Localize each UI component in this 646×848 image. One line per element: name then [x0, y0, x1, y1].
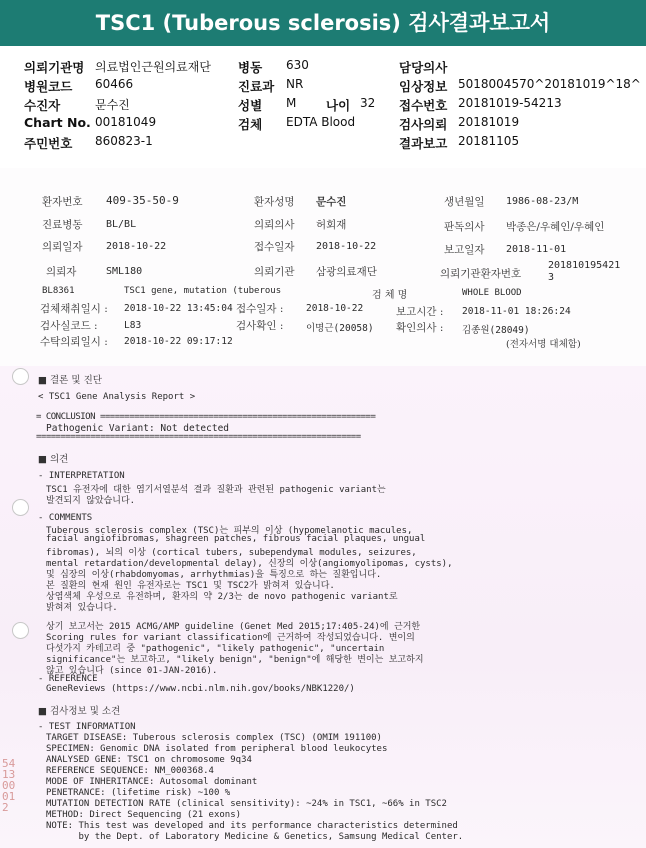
- test-info-line: MODE OF INHERITANCE: Autosomal dominant: [46, 777, 258, 787]
- test-info-line: PENETRANCE: (lifetime risk) ~100 %: [46, 788, 231, 798]
- test-info-line: SPECIMEN: Genomic DNA isolated from peripheral blood leukocytes: [46, 744, 388, 754]
- section-opinion-heading: ■ 의견: [38, 454, 69, 465]
- hdr-value-age: 32: [360, 96, 376, 110]
- test-info-line: ANALYSED GENE: TSC1 on chromosome 9q34: [46, 755, 252, 765]
- scan-label-report-date: 보고일자: [444, 244, 485, 256]
- acmg-line: 상기 보고서는 2015 ACMG/AMP guideline (Genet Med 2015;17:405-24)에 근거한: [46, 622, 421, 632]
- scan-value-recv2: 2018-10-22: [306, 303, 364, 314]
- comments-line: facial angiofibromas, shagreen patches, fibrous facial plaques, ungual: [46, 534, 426, 544]
- hdr-label-result-report: 결과보고: [399, 136, 448, 151]
- scan-value-report-date: 2018-11-01: [506, 244, 567, 255]
- scan-value-report-time: 2018-11-01 18:26:24: [462, 306, 571, 317]
- scan-value-order: 2018-10-22 09:17:12: [124, 336, 233, 347]
- scan-value-patient-no: 409-35-50-9: [106, 194, 179, 207]
- hdr-value-accession: 20181019-54213: [458, 96, 562, 110]
- acmg-line: 다섯가지 카테고리 중 "pathogenic", "likely pathogenic", "uncertain: [46, 644, 385, 654]
- rule-line: ==================================================================: [36, 432, 361, 442]
- scan-label-dept: 진료병동: [42, 219, 83, 231]
- acmg-line: Scoring rules for variant classification에 근거하여 작성되었습니다. 변이의: [46, 633, 415, 643]
- comments-line: 상염색체 우성으로 유전하며, 환자의 약 2/3는 de novo pathogenic variant로: [46, 592, 398, 602]
- hdr-value-patient: 문수진: [95, 98, 130, 112]
- scan-label-report-time: 보고시간 :: [396, 306, 444, 318]
- hdr-label-specimen: 검체: [238, 117, 263, 132]
- test-info-line: REFERENCE SEQUENCE: NM_000368.4: [46, 766, 214, 776]
- hdr-value-institution: 의료법인근원의료재단: [95, 60, 211, 74]
- scan-label-specimen: 검 체 명: [372, 290, 408, 301]
- scan-value-req-inst-no: 201810195421: [548, 260, 621, 271]
- binder-hole: [12, 368, 29, 385]
- interpretation-line-1: TSC1 유전자에 대한 염기서열분석 결과 질환과 관련된 pathogenic variant는: [46, 485, 386, 495]
- hdr-label-department: 진료과: [238, 79, 275, 94]
- scan-value-room: L83: [124, 320, 142, 331]
- test-info-line: by the Dept. of Laboratory Medicine & Genetics, Samsung Medical Center.: [46, 832, 464, 842]
- scan-label-order: 수탁의뢰일시 :: [40, 336, 108, 348]
- scan-label-patient-no: 환자번호: [42, 196, 83, 208]
- acmg-line: 않고 있습니다 (since 01-JAN-2016).: [46, 666, 218, 676]
- scan-value-dept: BL/BL: [106, 219, 137, 230]
- hdr-label-hospital-code: 병원코드: [24, 79, 73, 94]
- comments-line: 밝혀져 있습니다.: [46, 603, 118, 613]
- scan-label-req-date: 의뢰일자: [42, 241, 83, 253]
- report-heading: < TSC1 Gene Analysis Report >: [38, 392, 196, 402]
- scan-label-confirm: 검사확인 :: [236, 320, 284, 332]
- comments-line: 본 질환의 현재 원인 유전자로는 TSC1 및 TSC2가 밝혀져 있습니다.: [46, 581, 335, 591]
- report-title: TSC1 (Tuberous sclerosis) 검사결과보고서: [0, 0, 646, 46]
- hdr-value-specimen: EDTA Blood: [286, 115, 356, 129]
- comments-heading: - COMMENTS: [38, 513, 93, 523]
- scan-value-requester: SML180: [106, 266, 143, 277]
- scan-value-patient-name: 문수진: [316, 196, 347, 208]
- hdr-label-institution: 의뢰기관명: [24, 60, 85, 75]
- side-serial-number: 541300012: [2, 757, 16, 814]
- scan-esign: (전자서명 대체함): [506, 339, 581, 350]
- hdr-value-test-request: 20181019: [458, 115, 520, 129]
- scan-value-req-inst-no-2: 3: [548, 272, 555, 283]
- test-info-line: TARGET DISEASE: Tuberous sclerosis complex (TSC) (OMIM 191100): [46, 733, 382, 743]
- hdr-value-result-report: 20181105: [458, 134, 520, 148]
- scan-value-specimen: WHOLE BLOOD: [462, 288, 522, 298]
- scan-value-req-doctor: 허회재: [316, 219, 347, 231]
- hdr-value-resident-no: 860823-1: [95, 134, 153, 148]
- report-header: [0, 48, 646, 158]
- acmg-line: significance"는 보고하고, "likely benign", "benign"에 해당한 변이는 보고하지: [46, 655, 424, 665]
- hdr-value-sex: M: [286, 96, 297, 110]
- scan-label-room: 검사실코드 :: [40, 320, 98, 332]
- scan-value-birth: 1986-08-23/M: [506, 196, 579, 207]
- hdr-label-sex: 성별: [238, 98, 263, 113]
- hdr-label-accession: 접수번호: [399, 98, 448, 113]
- scan-label-patient-name: 환자성명: [254, 196, 295, 208]
- hdr-label-resident-no: 주민번호: [24, 136, 73, 151]
- hdr-label-patient: 수진자: [24, 98, 61, 113]
- test-info-line: METHOD: Direct Sequencing (21 exons): [46, 810, 242, 820]
- hdr-value-hospital-code: 60466: [95, 77, 134, 91]
- scan-label-req-inst: 의뢰기관: [254, 266, 295, 278]
- comments-line: 및 심장의 이상(rhabdomyomas, arrhythmias)을 특징으로 하는 질환입니다.: [46, 570, 382, 580]
- hdr-label-age: 나이: [326, 98, 351, 113]
- hdr-value-ward: 630: [286, 58, 309, 72]
- binder-hole: [12, 499, 29, 516]
- interpretation-heading: - INTERPRETATION: [38, 471, 125, 481]
- hdr-label-ward: 병동: [238, 60, 263, 75]
- hdr-label-clinical-info: 임상정보: [399, 79, 448, 94]
- scan-label-collect: 검체채취일시 :: [40, 303, 108, 315]
- scan-value-confirm: 이명근(20058): [306, 323, 374, 334]
- scan-value-confirmer: 김종원(28049): [462, 325, 530, 336]
- scan-label-birth: 생년월일: [444, 196, 485, 208]
- scan-value-reader: 박종은/우혜인/우혜인: [506, 221, 605, 233]
- hdr-value-chart-no: 00181049: [95, 115, 157, 129]
- scan-label-recv2: 접수일자 :: [236, 303, 284, 315]
- comments-line: Tuberous sclerosis complex (TSC)는 피부의 이상 (hypomelanotic macules,: [46, 526, 413, 536]
- test-info-heading: - TEST INFORMATION: [38, 722, 136, 732]
- scan-value-req-date: 2018-10-22: [106, 241, 167, 252]
- scan-value-req-inst: 삼광의료재단: [316, 266, 377, 278]
- reference-line: GeneReviews (https://www.ncbi.nlm.nih.gov/books/NBK1220/): [46, 684, 355, 694]
- section-info-heading: ■ 검사정보 및 소견: [38, 706, 121, 717]
- scan-test-name: TSC1 gene, mutation (tuberous: [124, 286, 282, 296]
- binder-hole: [12, 622, 29, 639]
- scan-label-requester: 의뢰자: [46, 266, 77, 278]
- scan-test-code: BL8361: [42, 286, 75, 296]
- test-info-line: MUTATION DETECTION RATE (clinical sensitivity): ~24% in TSC1, ~66% in TSC2: [46, 799, 447, 809]
- interpretation-line-2: 발견되지 않았습니다.: [46, 496, 136, 506]
- conclusion-text: Pathogenic Variant: Not detected: [46, 423, 230, 434]
- scan-label-req-inst-no: 의뢰기관환자번호: [440, 268, 522, 280]
- scan-label-reader: 판독의사: [444, 221, 485, 233]
- section-result-heading: ■ 결론 및 진단: [38, 375, 102, 386]
- scan-value-collect: 2018-10-22 13:45:04: [124, 303, 233, 314]
- comments-line: mental retardation/developmental delay), 신장의 이상(angiomyolipomas, cysts),: [46, 559, 453, 569]
- conclusion-label: = CONCLUSION: [36, 412, 100, 422]
- conclusion-rule: = CONCLUSION ========================================================: [36, 412, 376, 422]
- hdr-value-clinical-info: 5018004570^20181019^18^: [458, 77, 641, 91]
- scan-label-recv-date: 접수일자: [254, 241, 295, 253]
- test-info-line: NOTE: This test was developed and its performance characteristics determined: [46, 821, 458, 831]
- hdr-label-chart-no: Chart No.: [24, 115, 91, 130]
- scan-value-recv-date: 2018-10-22: [316, 241, 377, 252]
- hdr-label-doctor: 담당의사: [399, 60, 448, 75]
- hdr-value-department: NR: [286, 77, 304, 91]
- scan-label-req-doctor: 의뢰의사: [254, 219, 295, 231]
- comments-line: fibromas), 뇌의 이상 (cortical tubers, subependymal modules, seizures,: [46, 548, 417, 558]
- hdr-label-test-request: 검사의뢰: [399, 117, 448, 132]
- scanned-report: [0, 168, 646, 848]
- scan-label-confirmer: 확인의사 :: [396, 322, 444, 334]
- reference-heading: - REFERENCE: [38, 674, 98, 684]
